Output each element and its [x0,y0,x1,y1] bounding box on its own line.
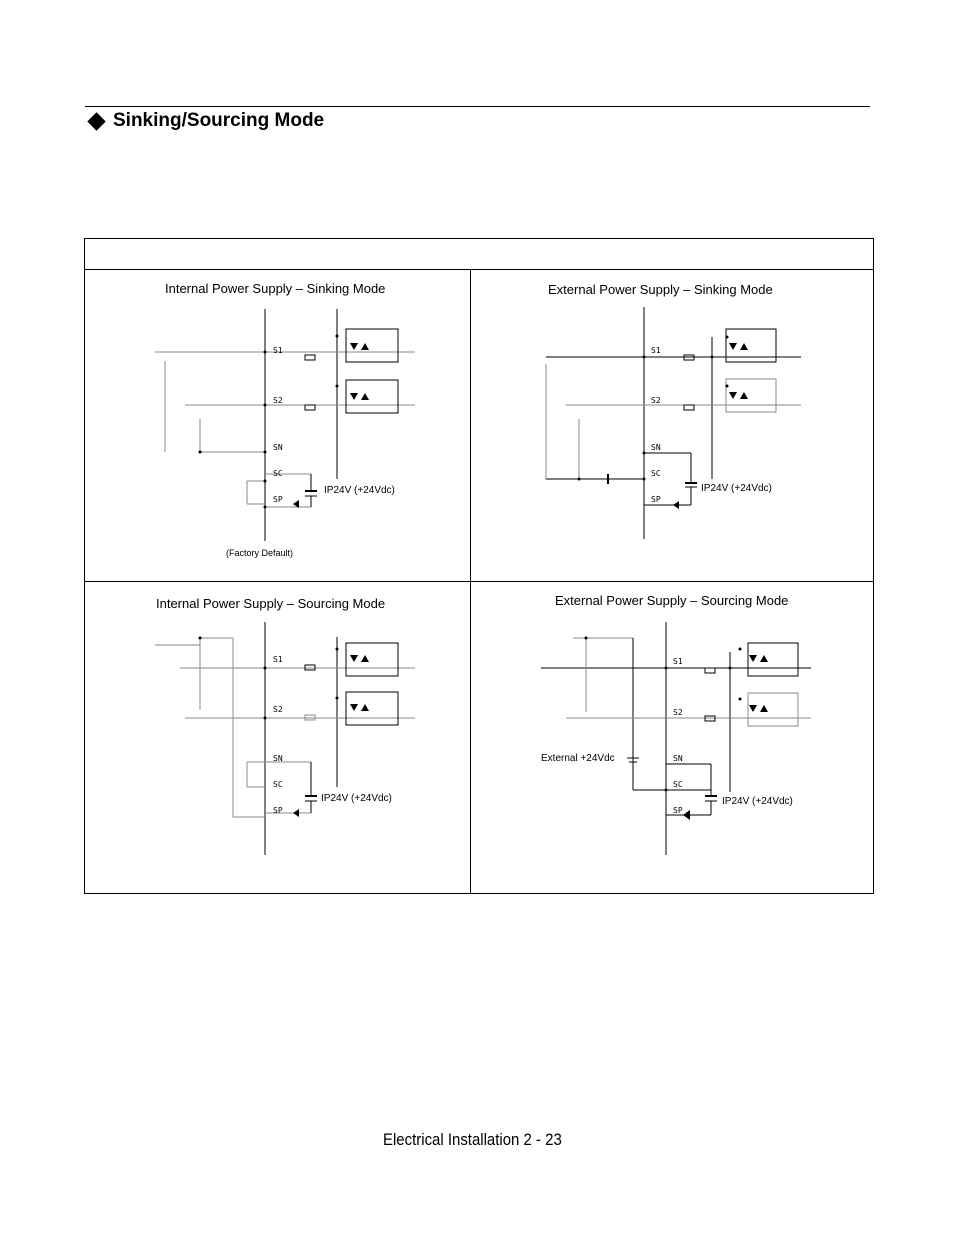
terminal-label: S1 [273,655,283,664]
supply-label: IP24V (+24Vdc) [722,796,793,807]
diagram-title: External Power Supply – Sourcing Mode [555,593,789,608]
section-title: Sinking/Sourcing Mode [113,110,325,131]
terminal-label: SP [651,495,661,504]
top-rule [85,106,870,107]
diagram-internal-sourcing [85,582,470,893]
diagram-external-sinking [471,269,873,581]
diagram-internal-sinking [85,269,470,581]
terminal-label: SN [273,754,283,763]
terminal-label: S2 [651,396,661,405]
section-heading [86,110,324,132]
diagram-title: External Power Supply – Sinking Mode [548,282,773,297]
diamond-bullet-icon [87,112,105,130]
terminal-label: S2 [673,708,683,717]
terminal-label: S2 [273,705,283,714]
terminal-label: S1 [651,346,661,355]
wiring-diagram [471,269,873,581]
terminal-label: SN [273,443,283,452]
diagram-title: Internal Power Supply – Sourcing Mode [156,596,386,611]
diagram-table [84,238,874,894]
terminal-label: S2 [273,396,283,405]
terminal-label: SP [273,806,283,815]
supply-label: IP24V (+24Vdc) [324,485,395,496]
external-supply-label: External +24Vdc [541,753,615,764]
diagram-external-sourcing [471,582,873,893]
terminal-label: SP [273,495,283,504]
terminal-label: SC [273,469,283,478]
terminal-label: SN [651,443,661,452]
page-footer: Electrical Installation 2 - 23 [383,1130,562,1149]
terminal-label: S1 [273,346,283,355]
terminal-label: SC [673,780,683,789]
terminal-label: SC [273,780,283,789]
wiring-diagram [85,582,470,893]
terminal-label: SC [651,469,661,478]
supply-label: IP24V (+24Vdc) [701,483,772,494]
terminal-label: S1 [673,657,683,666]
terminal-label: SN [673,754,683,763]
factory-default-note: (Factory Default) [226,548,294,558]
wiring-diagram [85,269,470,581]
supply-label: IP24V (+24Vdc) [321,793,392,804]
diagram-title: Internal Power Supply – Sinking Mode [165,281,386,296]
table-header-row [85,239,873,270]
wiring-diagram [471,582,873,893]
terminal-label: SP [673,806,683,815]
